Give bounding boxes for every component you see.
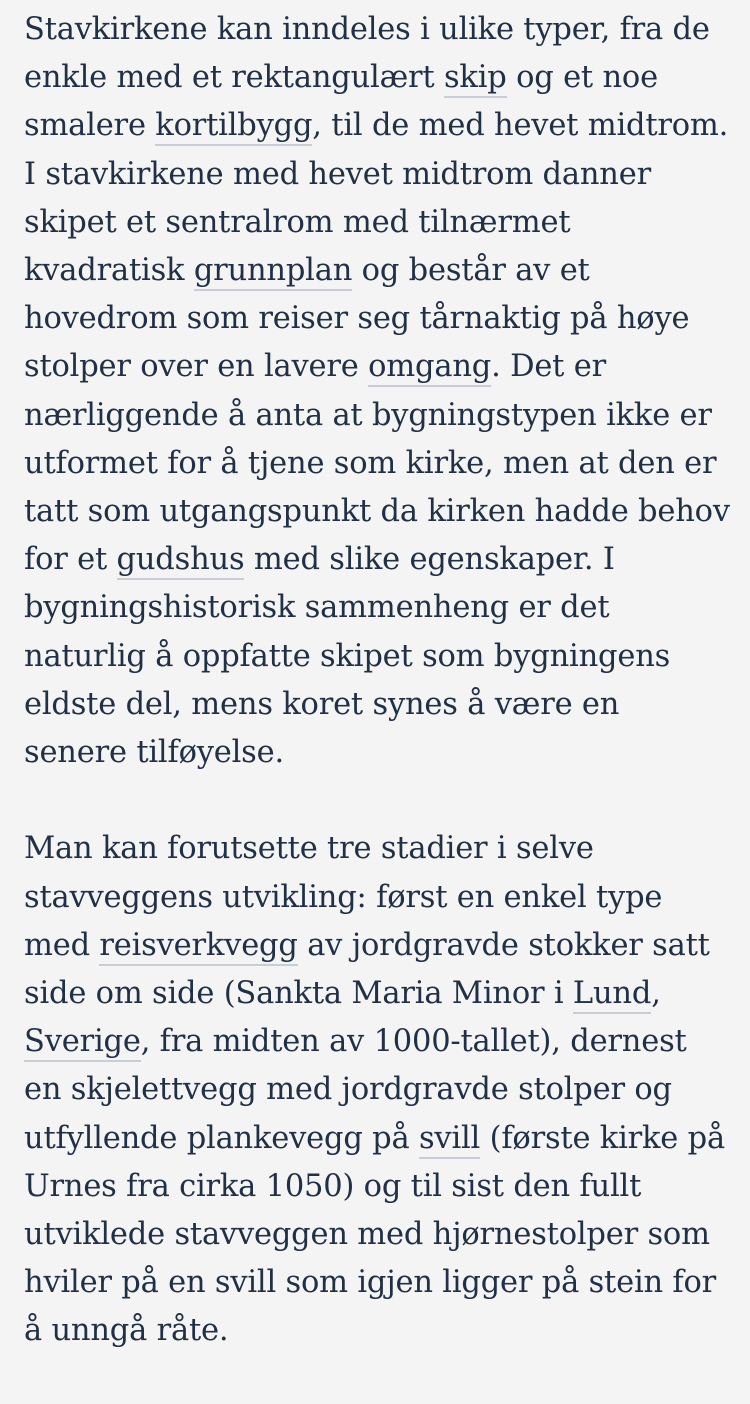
link-sverige[interactable]: Sverige: [24, 1024, 141, 1062]
text-segment: . Det er nærliggende å anta at bygningstypen ikke er utformet for å tjene som kirke, men at den er tatt som utgangspunkt da kirken hadde behov for et: [24, 349, 730, 578]
link-grunnplan[interactable]: grunnplan: [194, 253, 352, 291]
text-segment: og består av et hovedrom som reiser seg tårnaktig på høye stolper over en lavere: [24, 253, 690, 385]
text-segment: , fra midten av 1000-tallet), dernest en skjelettvegg med jordgravde stolper og utfyllende plankevegg på: [24, 1024, 687, 1156]
link-reisverkvegg[interactable]: reisverkvegg: [99, 928, 297, 966]
link-kortilbygg[interactable]: kortilbygg: [155, 108, 312, 146]
link-omgang[interactable]: omgang: [368, 349, 491, 387]
text-segment: av jordgravde stokker satt side om side (Sankta Maria Minor i: [24, 927, 710, 1012]
text-segment: med slike egenskaper. I bygningshistorisk sammenheng er det naturlig å oppfatte skipet som bygningens eldste del, mens koret synes å være en senere tilføyelse.: [24, 542, 671, 771]
article-body: [24, 6, 730, 1404]
text-segment: og et noe smalere: [24, 60, 658, 144]
paragraph: [24, 6, 730, 777]
text-segment: ,: [651, 976, 661, 1012]
link-gudshus[interactable]: gudshus: [117, 542, 245, 580]
link-svill[interactable]: svill: [419, 1121, 480, 1159]
link-lund[interactable]: Lund: [573, 976, 651, 1014]
text-segment: Man kan forutsette tre stadier i selve stavveggens utvikling: først en enkel type med: [24, 831, 663, 963]
text-segment: , til de med hevet midtrom. I stavkirkene med hevet midtrom danner skipet et sentralrom med tilnærmet kvadratisk: [24, 108, 729, 289]
link-skip[interactable]: skip: [444, 60, 507, 98]
text-segment: (første kirke på Urnes fra cirka 1050) og til sist den fullt utviklede stavveggen med hjørnestolper som hviler på en svill som igjen ligger på stein for å unngå råte.: [24, 1120, 725, 1349]
text-segment: Stavkirkene kan inndeles i ulike typer, fra de enkle med et rektangulært: [24, 12, 710, 96]
paragraph: [24, 825, 730, 1355]
